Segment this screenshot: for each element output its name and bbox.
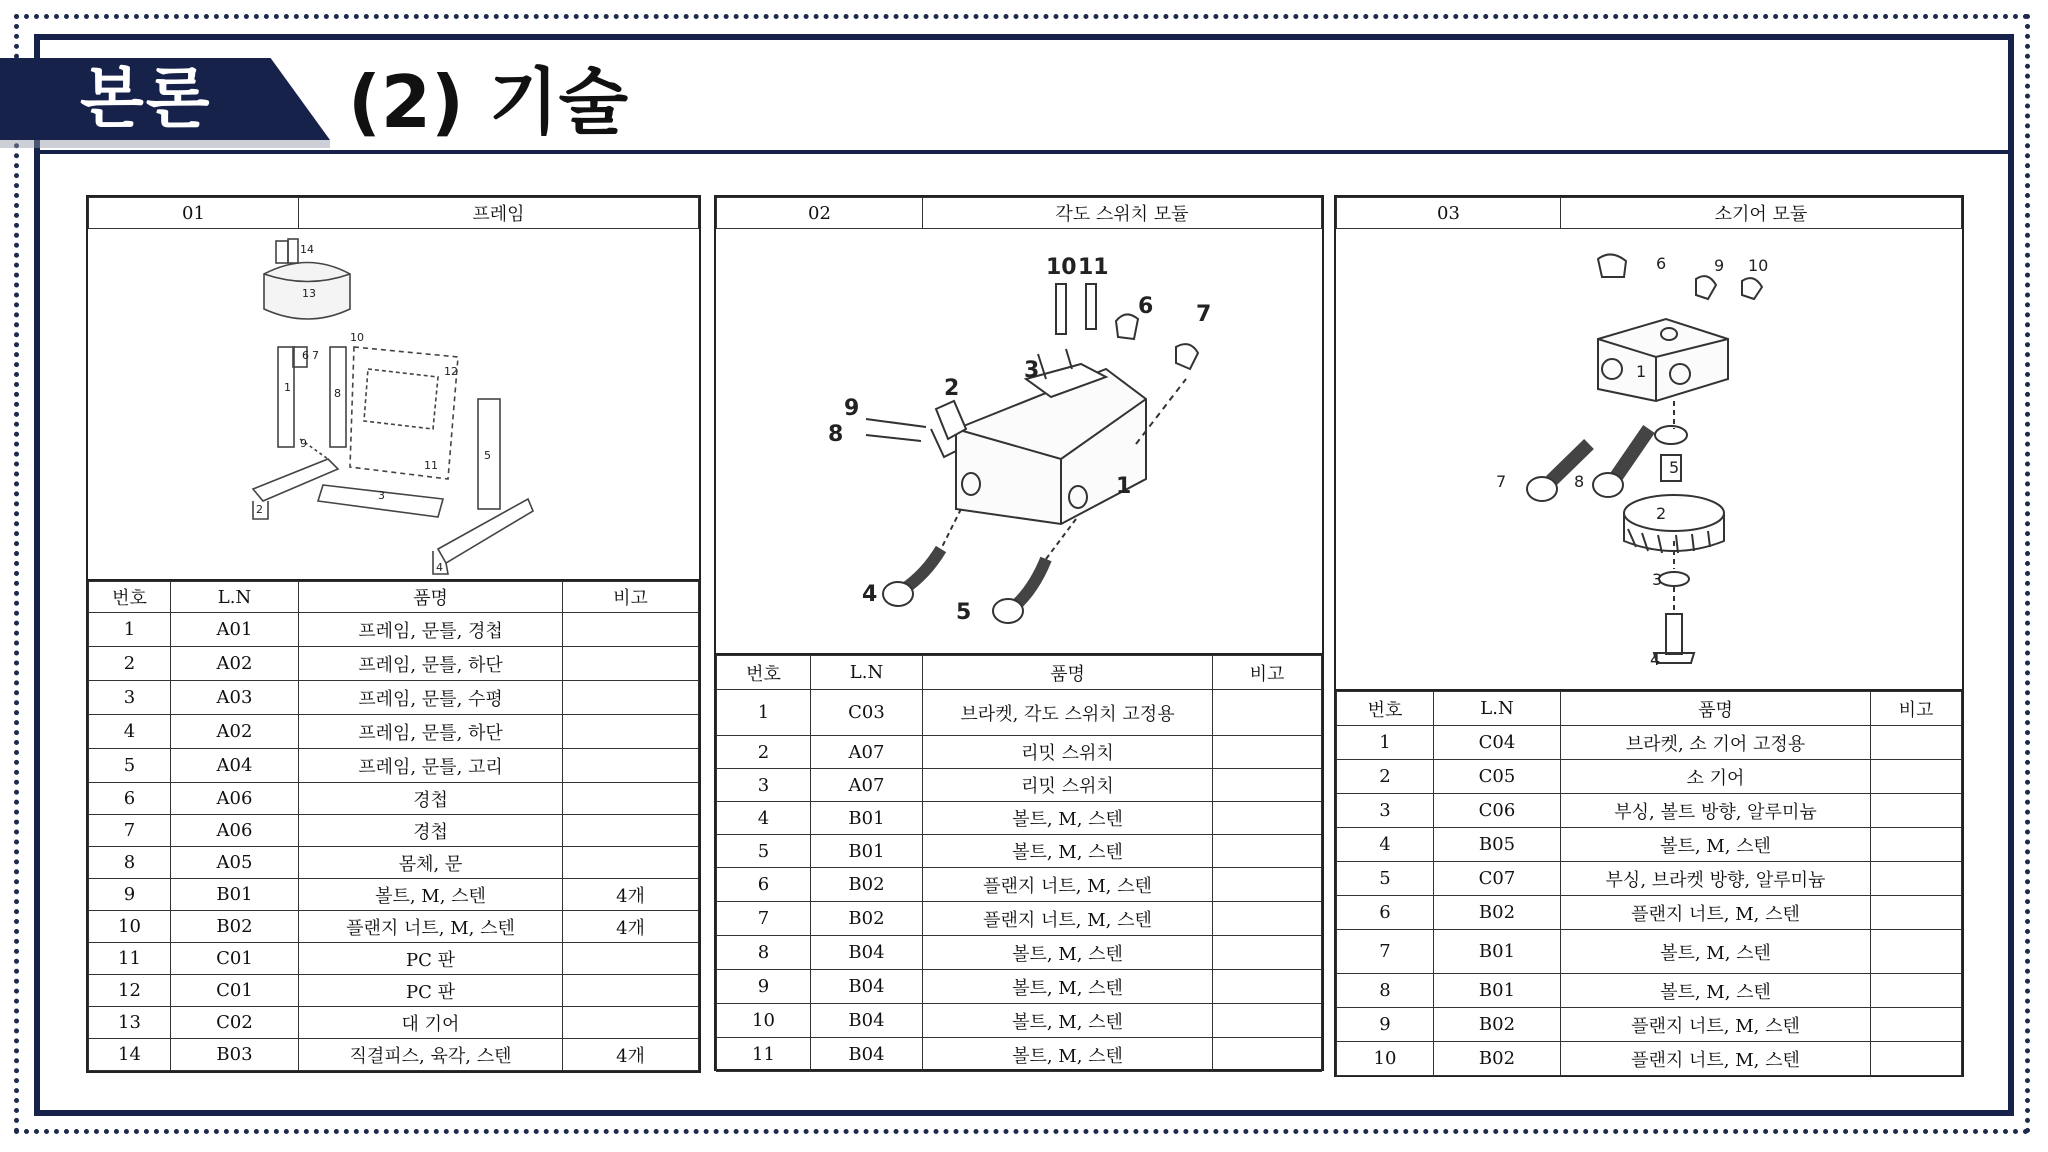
cell-part-name: 볼트, M, 스텐 [1561,828,1871,862]
callout-label: 7 [312,349,319,362]
callout-label: 6 [1138,294,1154,319]
column-header: L.N [811,656,923,690]
cell-note [563,847,699,879]
cell-part-name: 볼트, M, 스텐 [923,970,1213,1004]
table-row [1337,794,1962,828]
cell-part-name: 프레임, 문틀, 고리 [299,749,563,783]
cell-part-name: 소 기어 [1561,760,1871,794]
cell-ln: C02 [171,1007,299,1039]
callout-label: 10 [350,331,364,344]
cell-number: 9 [1337,1008,1434,1042]
table-row [717,1004,1322,1038]
cell-note [1213,970,1322,1004]
cell-part-name: 볼트, M, 스텐 [923,835,1213,868]
table-row [717,769,1322,802]
cell-number: 2 [1337,760,1434,794]
cell-ln: B02 [811,902,923,936]
cell-part-name: 브라켓, 각도 스위치 고정용 [923,690,1213,736]
table-row [717,868,1322,902]
callout-label: 4 [436,561,443,574]
table-row [89,749,699,783]
cell-number: 2 [89,647,171,681]
column-header: 비고 [1871,692,1962,726]
column-header: 번호 [89,582,171,613]
cell-note [1213,835,1322,868]
cell-note: 4개 [563,879,699,911]
table-row [89,647,699,681]
cell-note [1213,902,1322,936]
cell-part-name: 대 기어 [299,1007,563,1039]
table-row [89,681,699,715]
cell-number: 4 [717,802,811,835]
cell-part-name: 프레임, 문틀, 경첩 [299,613,563,647]
cell-number: 8 [1337,974,1434,1008]
table-row [717,1038,1322,1072]
cell-number: 3 [89,681,171,715]
cell-number: 1 [717,690,811,736]
table-row [717,736,1322,769]
cell-number: 13 [89,1007,171,1039]
table-row [1337,828,1962,862]
cell-part-name: 볼트, M, 스텐 [923,1004,1213,1038]
cell-ln: B01 [811,802,923,835]
cell-part-name: 직결피스, 육각, 스텐 [299,1039,563,1071]
callout-label: 2 [1656,504,1667,523]
callout-label: 2 [944,376,960,401]
cell-number: 4 [89,715,171,749]
cell-number: 3 [1337,794,1434,828]
cell-number: 6 [717,868,811,902]
cell-part-name: 몸체, 문 [299,847,563,879]
cell-ln: C04 [1434,726,1561,760]
cell-number: 7 [717,902,811,936]
table-row [717,902,1322,936]
column-header: 번호 [717,656,811,690]
cell-ln: B01 [1434,930,1561,974]
cell-note [563,815,699,847]
callout-label: 4 [1650,650,1661,669]
cell-part-name: 경첩 [299,783,563,815]
frame-exploded-drawing [88,229,699,581]
table-row [1337,896,1962,930]
callout-label: 2 [256,503,263,516]
cell-ln: B01 [171,879,299,911]
cell-note [1871,974,1962,1008]
small-gear-drawing-svg [1336,229,1962,689]
cell-number: 1 [89,613,171,647]
cell-part-name: 볼트, M, 스텐 [1561,930,1871,974]
column-header: 품명 [299,582,563,613]
cell-part-name: 리밋 스위치 [923,769,1213,802]
cell-ln: B02 [1434,1008,1561,1042]
page-title: (2) 기술 [348,60,629,144]
cell-part-name: 볼트, M, 스텐 [923,936,1213,970]
table-row [89,783,699,815]
callout-label: 13 [302,287,316,300]
callout-label: 3 [378,489,385,502]
panel-title: 프레임 [299,198,699,229]
cell-part-name: 경첩 [299,815,563,847]
table-row [1337,862,1962,896]
callout-label: 9 [300,437,307,450]
cell-ln: B02 [171,911,299,943]
cell-number: 10 [1337,1042,1434,1076]
panel-title: 각도 스위치 모듈 [923,198,1322,229]
column-header: 품명 [923,656,1213,690]
cell-part-name: 볼트, M, 스텐 [923,802,1213,835]
frame-drawing-svg [88,229,699,579]
section-tag-label: 본론 [80,60,212,137]
callout-label: 6 [1656,254,1667,273]
cell-note [563,783,699,815]
table-row [89,975,699,1007]
cell-part-name: 플랜지 너트, M, 스텐 [299,911,563,943]
cell-ln: B01 [1434,974,1561,1008]
table-row [89,613,699,647]
table-row [717,690,1322,736]
angle-switch-exploded-drawing [716,229,1322,655]
cell-part-name: 볼트, M, 스텐 [299,879,563,911]
panel-angle-switch [714,195,1324,1071]
callout-label: 8 [334,387,341,400]
cell-number: 5 [717,835,811,868]
section-tag-shadow [0,140,330,148]
cell-part-name: PC 판 [299,943,563,975]
cell-ln: B02 [1434,896,1561,930]
cell-number: 1 [1337,726,1434,760]
cell-ln: A02 [171,715,299,749]
cell-ln: A06 [171,783,299,815]
cell-note [1213,868,1322,902]
table-row [1337,974,1962,1008]
table-row [89,715,699,749]
cell-number: 11 [717,1038,811,1072]
panel-header-table [716,197,1322,229]
cell-ln: C07 [1434,862,1561,896]
cell-ln: A07 [811,769,923,802]
cell-ln: A04 [171,749,299,783]
callout-label: 8 [828,422,844,447]
cell-ln: B05 [1434,828,1561,862]
cell-part-name: 리밋 스위치 [923,736,1213,769]
cell-note: 4개 [563,1039,699,1071]
callout-label: 4 [862,582,878,607]
cell-ln: B04 [811,936,923,970]
callout-label: 11 [424,459,438,472]
panel-number: 03 [1337,198,1561,229]
cell-note [1871,930,1962,974]
cell-ln: A07 [811,736,923,769]
panel-frame [86,195,701,1073]
table-row [1337,726,1962,760]
cell-note [563,647,699,681]
cell-number: 10 [89,911,171,943]
cell-number: 6 [1337,896,1434,930]
cell-note [1213,1004,1322,1038]
cell-note [1871,726,1962,760]
callout-label: 5 [484,449,491,462]
cell-note: 4개 [563,911,699,943]
cell-number: 14 [89,1039,171,1071]
callout-label: 8 [1574,472,1585,491]
callout-label: 3 [1024,358,1040,383]
column-header: 비고 [563,582,699,613]
callout-label: 5 [1669,458,1680,477]
cell-ln: B03 [171,1039,299,1071]
table-row [89,815,699,847]
cell-number: 2 [717,736,811,769]
callout-label: 5 [956,600,972,625]
cell-part-name: 프레임, 문틀, 하단 [299,715,563,749]
cell-note [1871,760,1962,794]
cell-ln: B04 [811,1038,923,1072]
table-row [1337,1008,1962,1042]
callout-label: 12 [444,365,458,378]
table-row [1337,1042,1962,1076]
table-row [717,835,1322,868]
cell-ln: B02 [1434,1042,1561,1076]
cell-note [1871,1042,1962,1076]
column-header: 번호 [1337,692,1434,726]
panel-small-gear [1334,195,1964,1077]
table-row [717,970,1322,1004]
cell-note [1213,690,1322,736]
callout-label: 3 [1652,570,1663,589]
cell-note [563,681,699,715]
cell-ln: A03 [171,681,299,715]
cell-ln: A01 [171,613,299,647]
callout-label: 14 [300,243,314,256]
cell-ln: A02 [171,647,299,681]
table-row [717,936,1322,970]
panel-title: 소기어 모듈 [1561,198,1962,229]
table-row [89,847,699,879]
callout-label: 9 [844,396,860,421]
table-row [89,943,699,975]
callout-label: 7 [1196,302,1212,327]
callout-label: 7 [1496,472,1507,491]
callout-label: 1 [1116,474,1132,499]
parts-table [716,655,1322,1072]
panel-header-table [88,197,699,229]
cell-note [1213,769,1322,802]
callout-label: 1 [284,381,291,394]
cell-part-name: 플랜지 너트, M, 스텐 [923,868,1213,902]
cell-note [1871,1008,1962,1042]
cell-ln: C05 [1434,760,1561,794]
column-header: 품명 [1561,692,1871,726]
cell-note [1871,896,1962,930]
cell-number: 7 [89,815,171,847]
cell-note [1213,736,1322,769]
cell-note [563,943,699,975]
table-row [89,911,699,943]
cell-ln: A06 [171,815,299,847]
cell-part-name: 프레임, 문틀, 수평 [299,681,563,715]
cell-part-name: 브라켓, 소 기어 고정용 [1561,726,1871,760]
cell-ln: B04 [811,1004,923,1038]
cell-number: 5 [1337,862,1434,896]
cell-part-name: 볼트, M, 스텐 [923,1038,1213,1072]
cell-ln: B02 [811,868,923,902]
callout-label: 11 [1078,255,1109,280]
cell-number: 10 [717,1004,811,1038]
cell-number: 4 [1337,828,1434,862]
header-divider [34,150,2014,154]
cell-ln: C01 [171,943,299,975]
cell-note [1213,1038,1322,1072]
cell-note [1213,936,1322,970]
cell-note [1871,862,1962,896]
table-row [1337,930,1962,974]
cell-number: 12 [89,975,171,1007]
cell-number: 3 [717,769,811,802]
cell-note [563,749,699,783]
cell-number: 8 [717,936,811,970]
cell-part-name: 부싱, 볼트 방향, 알루미늄 [1561,794,1871,828]
cell-number: 7 [1337,930,1434,974]
table-row [1337,760,1962,794]
cell-part-name: 플랜지 너트, M, 스텐 [1561,1008,1871,1042]
cell-part-name: 플랜지 너트, M, 스텐 [923,902,1213,936]
cell-note [1213,802,1322,835]
cell-ln: C06 [1434,794,1561,828]
cell-number: 8 [89,847,171,879]
small-gear-exploded-drawing [1336,229,1962,691]
column-header: 비고 [1213,656,1322,690]
cell-number: 6 [89,783,171,815]
cell-part-name: PC 판 [299,975,563,1007]
callout-label: 6 [302,349,309,362]
cell-part-name: 볼트, M, 스텐 [1561,974,1871,1008]
cell-number: 9 [89,879,171,911]
panel-number: 01 [89,198,299,229]
panel-number: 02 [717,198,923,229]
cell-part-name: 프레임, 문틀, 하단 [299,647,563,681]
angle-switch-drawing-svg [716,229,1322,653]
cell-note [1871,828,1962,862]
cell-note [563,1007,699,1039]
table-row [89,879,699,911]
column-header: L.N [171,582,299,613]
cell-part-name: 플랜지 너트, M, 스텐 [1561,896,1871,930]
cell-ln: B04 [811,970,923,1004]
table-row [89,1007,699,1039]
parts-table [1336,691,1962,1076]
cell-number: 11 [89,943,171,975]
callout-label: 1 [1636,362,1647,381]
cell-part-name: 부싱, 브라켓 방향, 알루미늄 [1561,862,1871,896]
column-header: L.N [1434,692,1561,726]
cell-part-name: 플랜지 너트, M, 스텐 [1561,1042,1871,1076]
callout-label: 9 [1714,256,1725,275]
cell-note [563,975,699,1007]
cell-number: 9 [717,970,811,1004]
cell-ln: A05 [171,847,299,879]
cell-note [1871,794,1962,828]
cell-note [563,613,699,647]
table-row [717,802,1322,835]
cell-number: 5 [89,749,171,783]
cell-note [563,715,699,749]
panel-header-table [1336,197,1962,229]
callout-label: 10 [1748,256,1769,275]
cell-ln: C03 [811,690,923,736]
cell-ln: B01 [811,835,923,868]
table-row [89,1039,699,1071]
callout-label: 10 [1046,255,1077,280]
cell-ln: C01 [171,975,299,1007]
parts-table [88,581,699,1071]
